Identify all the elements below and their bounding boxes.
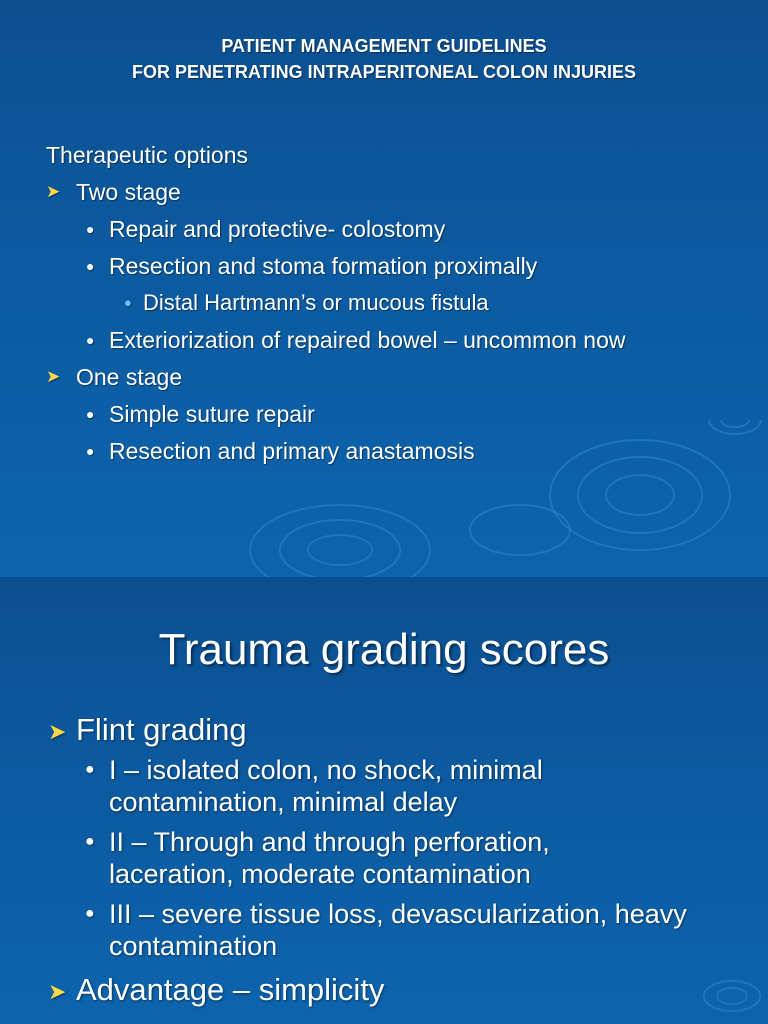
slide1-title <box>0 33 768 85</box>
outline-text: Distal Hartmann’s or mucous fistula <box>143 290 489 315</box>
dot-bullet-icon: ● <box>86 406 95 422</box>
dot-bullet-icon: ● <box>85 905 95 922</box>
outline-text: Repair and protective- colostomy <box>109 216 446 242</box>
dot-bullet-icon: ● <box>85 833 95 850</box>
grade-item <box>48 754 709 818</box>
slide1-outline <box>46 140 746 473</box>
grade-item <box>48 898 709 962</box>
outline-text: Resection and primary anastamosis <box>109 438 475 464</box>
heading-flint <box>48 710 748 754</box>
outline-text: Simple suture repair <box>109 401 315 427</box>
outline-item <box>46 362 746 399</box>
dot-bullet-icon: ● <box>85 761 95 778</box>
grade-item <box>48 826 669 890</box>
outline-item <box>46 399 746 436</box>
heading-text: Advantage – simplicity <box>76 972 385 1007</box>
outline-item <box>46 436 746 473</box>
grade-text: I – isolated colon, no shock, minimal contamination, minimal delay <box>109 755 543 817</box>
title-line-2: FOR PENETRATING INTRAPERITONEAL COLON INJURIES <box>131 62 637 82</box>
outline-text: Exteriorization of repaired bowel – uncommon now <box>109 327 626 353</box>
dot-bullet-icon: ● <box>86 258 95 274</box>
outline-item <box>46 214 746 251</box>
grade-text: II – Through and through perforation, laceration, moderate contamination <box>109 827 550 889</box>
outline-text: One stage <box>76 364 183 390</box>
dot-bullet-icon: ● <box>86 221 95 237</box>
outline-item <box>46 140 746 177</box>
arrow-bullet-icon: ➤ <box>46 367 61 386</box>
dot-bullet-icon: ● <box>86 443 95 459</box>
slide2-title: Trauma grading scores <box>158 625 610 674</box>
heading-text: Flint grading <box>76 712 247 747</box>
small-dot-bullet-icon: ● <box>124 295 132 310</box>
outline-text: Therapeutic options <box>46 142 249 168</box>
outline-text: Two stage <box>76 179 181 205</box>
outline-item <box>46 251 746 288</box>
arrow-bullet-icon: ➤ <box>46 182 61 201</box>
outline-item <box>46 325 746 362</box>
title-line-1: PATIENT MANAGEMENT GUIDELINES <box>221 36 547 56</box>
arrow-bullet-icon: ➤ <box>48 719 67 744</box>
grade-text: III – severe tissue loss, devascularization, heavy contamination <box>109 899 687 961</box>
outline-text: Resection and stoma formation proximally <box>109 253 538 279</box>
dot-bullet-icon: ● <box>86 332 95 348</box>
heading-advantage <box>48 970 748 1014</box>
outline-item <box>46 288 746 325</box>
arrow-bullet-icon: ➤ <box>48 979 67 1004</box>
outline-item <box>46 177 746 214</box>
slide2-outline <box>48 710 748 1014</box>
